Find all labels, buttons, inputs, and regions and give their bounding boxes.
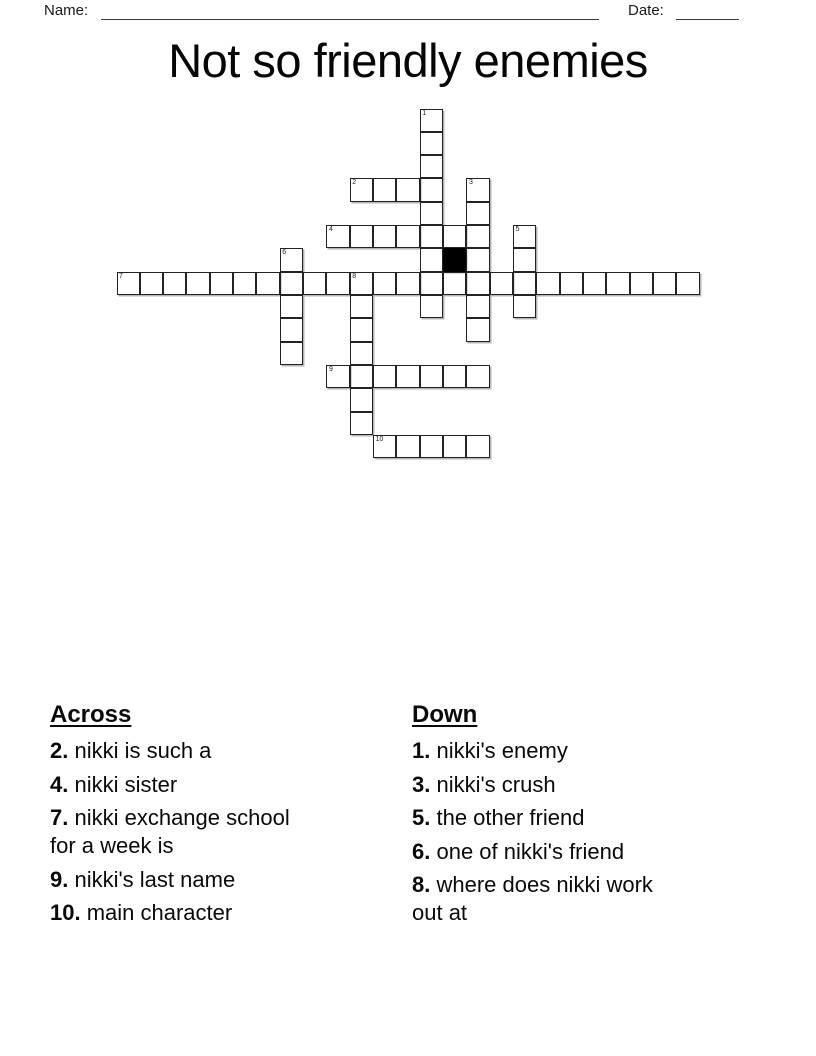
crossword-cell[interactable] [560,272,583,295]
puzzle-title: Not so friendly enemies [168,34,648,87]
across-heading: Across [50,701,132,728]
crossword-cell[interactable] [140,272,163,295]
crossword-cell[interactable] [396,225,419,248]
crossword-cell[interactable] [420,132,443,155]
crossword-cell[interactable] [373,272,396,295]
crossword-cell[interactable] [350,318,373,341]
clue-text: nikki's last name [68,866,236,892]
crossword-cell[interactable] [466,202,489,225]
cell-number: 8 [352,272,357,280]
crossword-cell[interactable] [420,155,443,178]
crossword-cell[interactable] [350,272,373,295]
clue-text: the other friend [430,805,585,830]
crossword-cell[interactable] [326,272,349,295]
clue-number-label: 1. [412,738,431,763]
down-clue-8 [412,871,668,927]
crossword-cell[interactable] [280,318,303,341]
crossword-cell[interactable] [653,272,676,295]
crossword-cell[interactable] [466,272,489,295]
cell-number: 1 [422,109,427,117]
crossword-cell[interactable] [466,178,489,201]
cell-number: 9 [328,366,333,374]
crossword-cell[interactable] [350,178,373,201]
crossword-cell[interactable] [350,295,373,318]
cell-number: 6 [282,249,287,257]
crossword-cell[interactable] [373,178,396,201]
crossword-cell[interactable] [163,272,186,295]
crossword-cell[interactable] [420,248,443,271]
down-clue-3 [412,771,668,799]
clue-text: nikki exchange school for a week is [50,805,290,858]
crossword-cell[interactable] [420,178,443,201]
across-clue-2 [50,737,306,765]
crossword-cell[interactable] [256,272,279,295]
crossword-cell[interactable] [280,342,303,365]
crossword-cell[interactable] [466,365,489,388]
crossword-cell[interactable] [420,435,443,458]
across-clue-9 [50,866,306,894]
name-input-line[interactable] [101,2,599,20]
clue-number-label: 2. [50,738,69,763]
crossword-cell[interactable] [396,365,419,388]
down-clue-1 [412,737,668,765]
crossword-cell[interactable] [396,178,419,201]
down-clue-5 [412,804,668,832]
crossword-cell[interactable] [420,109,443,132]
crossword-cell[interactable] [466,225,489,248]
cell-number: 7 [119,272,123,280]
cell-number: 5 [515,226,520,234]
crossword-grid [117,109,701,460]
crossword-cell[interactable] [443,225,466,248]
crossword-cell[interactable] [210,272,233,295]
crossword-cell[interactable] [606,272,629,295]
crossword-cell[interactable] [117,272,140,295]
clue-text: one of nikki's friend [430,838,625,864]
crossword-cell[interactable] [583,272,606,295]
crossword-cell[interactable] [513,272,536,295]
clue-text: nikki's crush [430,771,556,797]
crossword-cell[interactable] [513,295,536,318]
clue-text: nikki's enemy [430,738,568,763]
across-clue-7 [50,804,306,860]
crossword-cell[interactable] [420,365,443,388]
across-clue-list [50,737,306,927]
crossword-cell[interactable] [443,365,466,388]
down-clues-section [412,701,668,933]
crossword-cell[interactable] [373,435,396,458]
down-clue-list [412,737,668,927]
crossword-cell[interactable] [420,272,443,295]
clue-number-label: 4. [50,771,69,797]
crossword-cell[interactable] [466,295,489,318]
across-clue-4 [50,771,306,799]
crossword-cell[interactable] [280,272,303,295]
across-clue-10 [50,899,306,927]
crossword-cell[interactable] [420,225,443,248]
blocked-cell [443,248,466,271]
cell-number: 10 [375,436,384,444]
crossword-cell[interactable] [326,225,349,248]
clue-number-label: 3. [412,771,431,797]
clue-text: nikki is such a [68,738,212,763]
crossword-cell[interactable] [326,365,349,388]
crossword-cell[interactable] [373,365,396,388]
crossword-cell[interactable] [350,225,373,248]
crossword-cell[interactable] [536,272,559,295]
clue-text: main character [80,900,233,925]
crossword-cell[interactable] [186,272,209,295]
crossword-cell[interactable] [443,272,466,295]
crossword-cell[interactable] [280,248,303,271]
crossword-cell[interactable] [396,435,419,458]
cell-number: 3 [468,179,473,187]
cell-number: 4 [328,226,333,234]
crossword-cell[interactable] [350,342,373,365]
crossword-cell[interactable] [420,202,443,225]
date-label: Date: [628,2,664,19]
crossword-cell[interactable] [350,412,373,435]
clue-number-label: 6. [412,838,431,864]
crossword-cell[interactable] [233,272,256,295]
crossword-cell[interactable] [630,272,653,295]
crossword-cell[interactable] [466,318,489,341]
crossword-cell[interactable] [443,435,466,458]
down-clue-6 [412,838,668,866]
crossword-cell[interactable] [466,435,489,458]
name-label: Name: [44,2,89,19]
crossword-cell[interactable] [466,248,489,271]
crossword-cell[interactable] [676,272,699,295]
crossword-cell[interactable] [350,388,373,411]
clue-number-label: 8. [412,872,431,897]
cell-number: 2 [352,179,357,187]
crossword-cell[interactable] [513,248,536,271]
crossword-cell[interactable] [396,272,419,295]
crossword-cell[interactable] [490,272,513,295]
clue-number-label: 10. [50,900,81,925]
crossword-cell[interactable] [373,225,396,248]
crossword-cell[interactable] [303,272,326,295]
clue-number-label: 9. [50,866,69,892]
crossword-cell[interactable] [513,225,536,248]
down-heading: Down [412,701,478,728]
clue-text: where does nikki work out at [412,872,653,925]
crossword-cell[interactable] [420,295,443,318]
date-input-line[interactable] [676,2,739,20]
across-clues-section [50,701,306,933]
crossword-cell[interactable] [350,365,373,388]
clue-number-label: 5. [412,805,431,830]
clue-number-label: 7. [50,805,69,830]
clue-text: nikki sister [68,771,178,797]
crossword-cell[interactable] [280,295,303,318]
